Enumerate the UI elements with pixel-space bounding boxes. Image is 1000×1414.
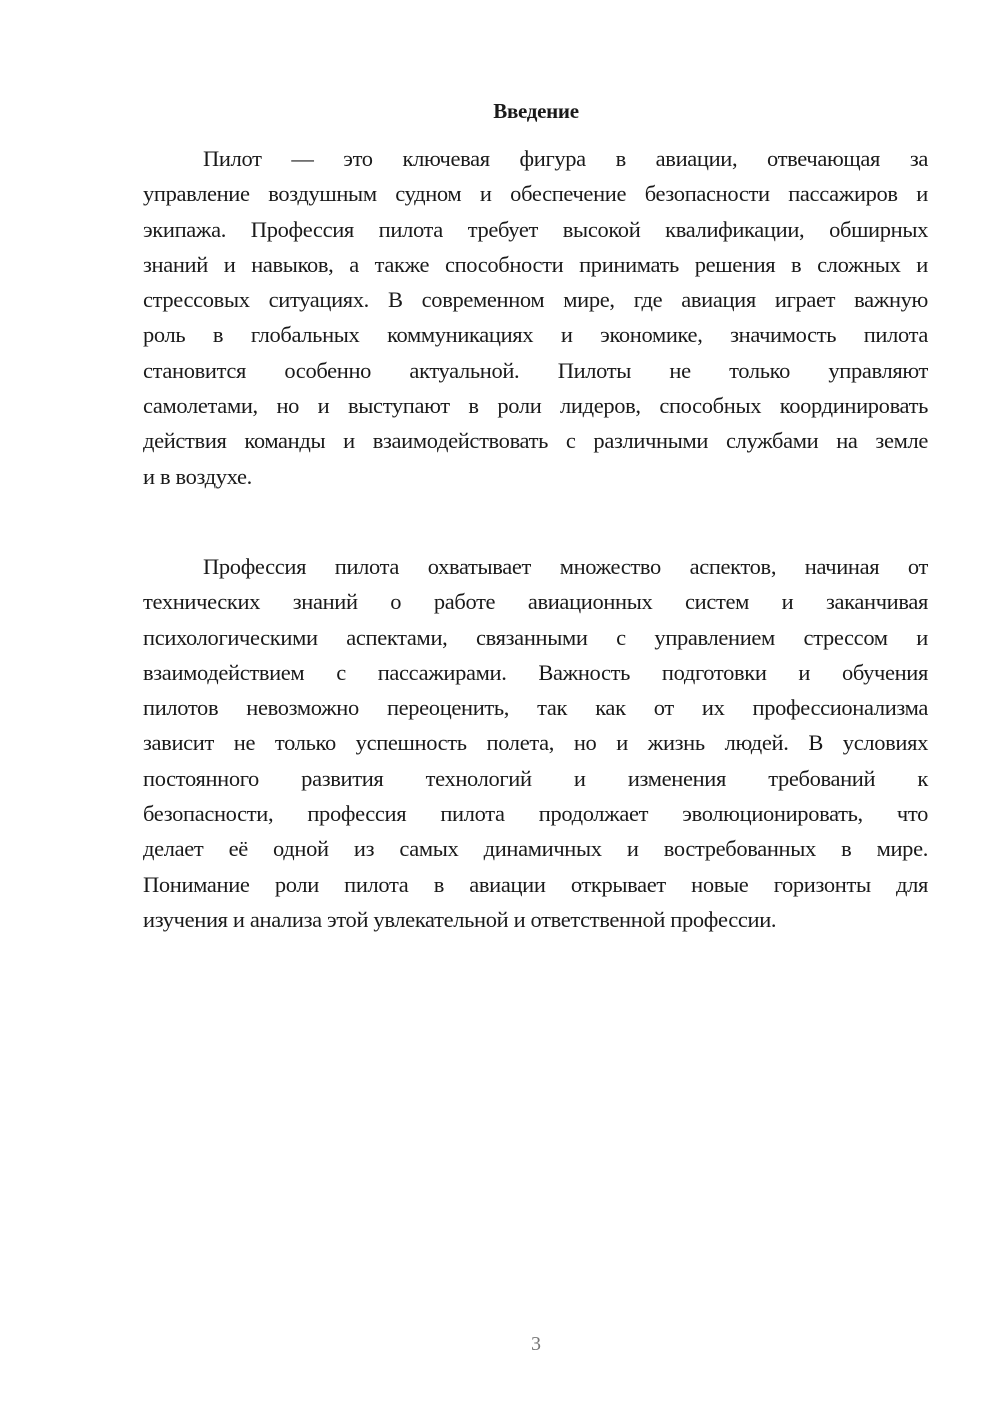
paragraph-introduction-2 (143, 549, 928, 937)
text-line: зависит не только успешность полета, но и жизнь людей. В условиях (143, 730, 928, 756)
text-line: Понимание роли пилота в авиации открывает новые горизонты для (143, 871, 928, 897)
text-line: становится особенно актуальной. Пилоты не только управляют (143, 357, 928, 383)
text-line: безопасности, профессия пилота продолжает эволюционировать, что (143, 801, 928, 827)
paragraph-introduction-1 (143, 141, 928, 494)
page-number: 3 (531, 1333, 541, 1355)
text-line: самолетами, но и выступают в роли лидеров, способных координировать (143, 393, 928, 419)
text-line: изучения и анализа этой увлекательной и ответственной профессии. (143, 906, 777, 932)
text-line: постоянного развития технологий и изменения требований к (143, 765, 928, 791)
text-line: роль в глобальных коммуникациях и экономике, значимость пилота (143, 322, 928, 348)
text-line: делает её одной из самых динамичных и востребованных в мире. (143, 836, 928, 862)
text-line: знаний и навыков, а также способности принимать решения в сложных и (143, 251, 928, 277)
text-line: технических знаний о работе авиационных систем и заканчивая (143, 589, 928, 615)
section-heading: Введение (493, 99, 579, 123)
text-line: и в воздухе. (143, 463, 252, 489)
text-line: действия команды и взаимодействовать с различными службами на земле (143, 428, 928, 454)
text-line: стрессовых ситуациях. В современном мире, где авиация играет важную (143, 287, 928, 313)
text-line: Пилот — это ключевая фигура в авиации, отвечающая за (203, 146, 928, 171)
text-line: взаимодействием с пассажирами. Важность подготовки и обучения (143, 659, 928, 685)
text-line: психологическими аспектами, связанными с управлением стрессом и (143, 624, 928, 650)
text-line: экипажа. Профессия пилота требует высокой квалификации, обширных (143, 216, 928, 242)
text-line: Профессия пилота охватывает множество аспектов, начиная от (203, 554, 928, 579)
text-line: пилотов невозможно переоценить, так как от их профессионализма (143, 695, 928, 721)
text-line: управление воздушным судном и обеспечение безопасности пассажиров и (143, 181, 928, 207)
